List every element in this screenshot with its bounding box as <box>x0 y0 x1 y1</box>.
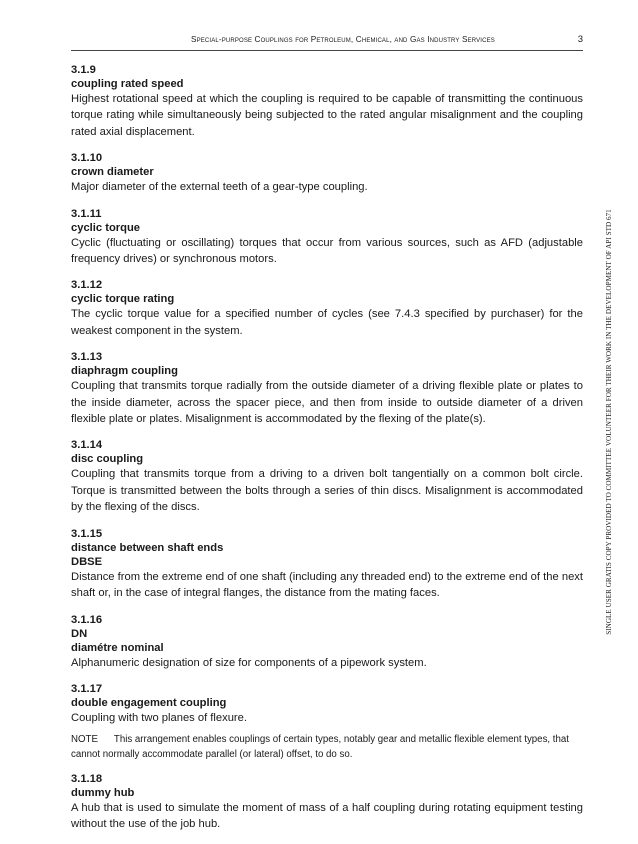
term-alternate: diamétre nominal <box>71 641 164 654</box>
note-text: This arrangement enables couplings of certain types, notably gear and metallic flexible element types, that cannot normally accommodate parallel (or lateral) offset, to do so. <box>71 734 569 761</box>
definition-entry-3-1-9 <box>71 63 583 140</box>
definition-text: Coupling with two planes of flexure. <box>71 711 247 724</box>
definition-entry-3-1-15 <box>71 527 583 602</box>
clause-number: 3.1.10 <box>71 152 103 165</box>
running-title: Special-purpose Couplings for Petroleum, Chemical, and Gas Industry Services <box>191 35 495 44</box>
term: distance between shaft ends <box>71 541 224 554</box>
clause-number: 3.1.11 <box>71 207 102 220</box>
definitions-section <box>71 63 583 844</box>
definition-text: Major diameter of the external teeth of a gear-type coupling. <box>71 181 368 194</box>
definition-entry-3-1-10 <box>71 151 583 195</box>
clause-number: 3.1.18 <box>71 772 103 785</box>
definition-entry-3-1-13 <box>71 350 583 427</box>
definition-text: Highest rotational speed at which the coupling is required to be capable of transmitting the continuous torque rating while simultaneously being subjected to the rated angular misalignment and the coupling rated axial displacement. <box>71 93 583 138</box>
definition-entry-3-1-17 <box>71 682 583 726</box>
term: cyclic torque <box>71 221 141 234</box>
definition-text: Alphanumeric designation of size for components of a pipework system. <box>71 656 427 669</box>
definition-text: The cyclic torque value for a specified number of cycles (see 7.4.3 specified by purchaser) for the weakest component in the system. <box>71 308 583 337</box>
clause-number: 3.1.14 <box>71 439 103 452</box>
definition-entry-3-1-16 <box>71 613 583 671</box>
term: disc coupling <box>71 453 144 466</box>
term: crown diameter <box>71 166 154 179</box>
definition-entry-3-1-14 <box>71 438 583 515</box>
definition-text: Coupling that transmits torque radially from the outside diameter of a driving flexible plate or plates to the inside diameter, across the spacer piece, and then from inside to outside diameter of a driven flexible plate or plates. Misalignment is accommodated by the flexing of the plate(s). <box>71 380 583 426</box>
definition-text: Distance from the extreme end of one shaft (including any threaded end) to the extreme end of the next shaft or, in the case of integral flanges, the distance from the mating faces. <box>71 570 583 600</box>
page-header <box>71 34 583 51</box>
clause-number: 3.1.9 <box>71 64 96 76</box>
watermark-text: SINGLE USER GRATIS COPY PROVIDED TO COMMITTEE VOLUNTEER FOR THEIR WORK IN THE DEVELOPMENT OF API STD 671 <box>605 209 613 635</box>
definition-entry-3-1-11 <box>71 207 583 268</box>
term: dummy hub <box>71 786 135 799</box>
definition-text: Coupling that transmits torque from a driving to a driven bolt tangentially on a common bolt circle. Torque is transmitted between the bolts through a series of thin discs. Misalignment is accommodated by the flexing of the discs. <box>71 468 583 514</box>
clause-number: 3.1.12 <box>71 279 103 292</box>
page-number: 3 <box>577 34 583 45</box>
clause-number: 3.1.13 <box>71 351 103 364</box>
definition-text: A hub that is used to simulate the moment of mass of a half coupling during rotating equipment testing without the use of the job hub. <box>71 801 583 831</box>
clause-number: 3.1.15 <box>71 527 103 540</box>
clause-number: 3.1.16 <box>71 613 103 626</box>
note-label: NOTE <box>71 734 98 746</box>
term: DN <box>71 627 88 640</box>
definition-entry-3-1-12 <box>71 278 583 339</box>
term: coupling rated speed <box>71 78 184 90</box>
definition-entry-3-1-18 <box>71 772 583 833</box>
term-abbreviation: DBSE <box>71 555 103 568</box>
note <box>71 733 583 763</box>
side-watermark <box>601 172 617 672</box>
term: diaphragm coupling <box>71 365 178 378</box>
definition-text: Cyclic (fluctuating or oscillating) torques that occur from various sources, such as AFD (adjustable frequency drives) or synchronous motors. <box>71 236 583 266</box>
clause-number: 3.1.17 <box>71 682 103 695</box>
term: cyclic torque rating <box>71 293 175 306</box>
term: double engagement coupling <box>71 696 227 709</box>
